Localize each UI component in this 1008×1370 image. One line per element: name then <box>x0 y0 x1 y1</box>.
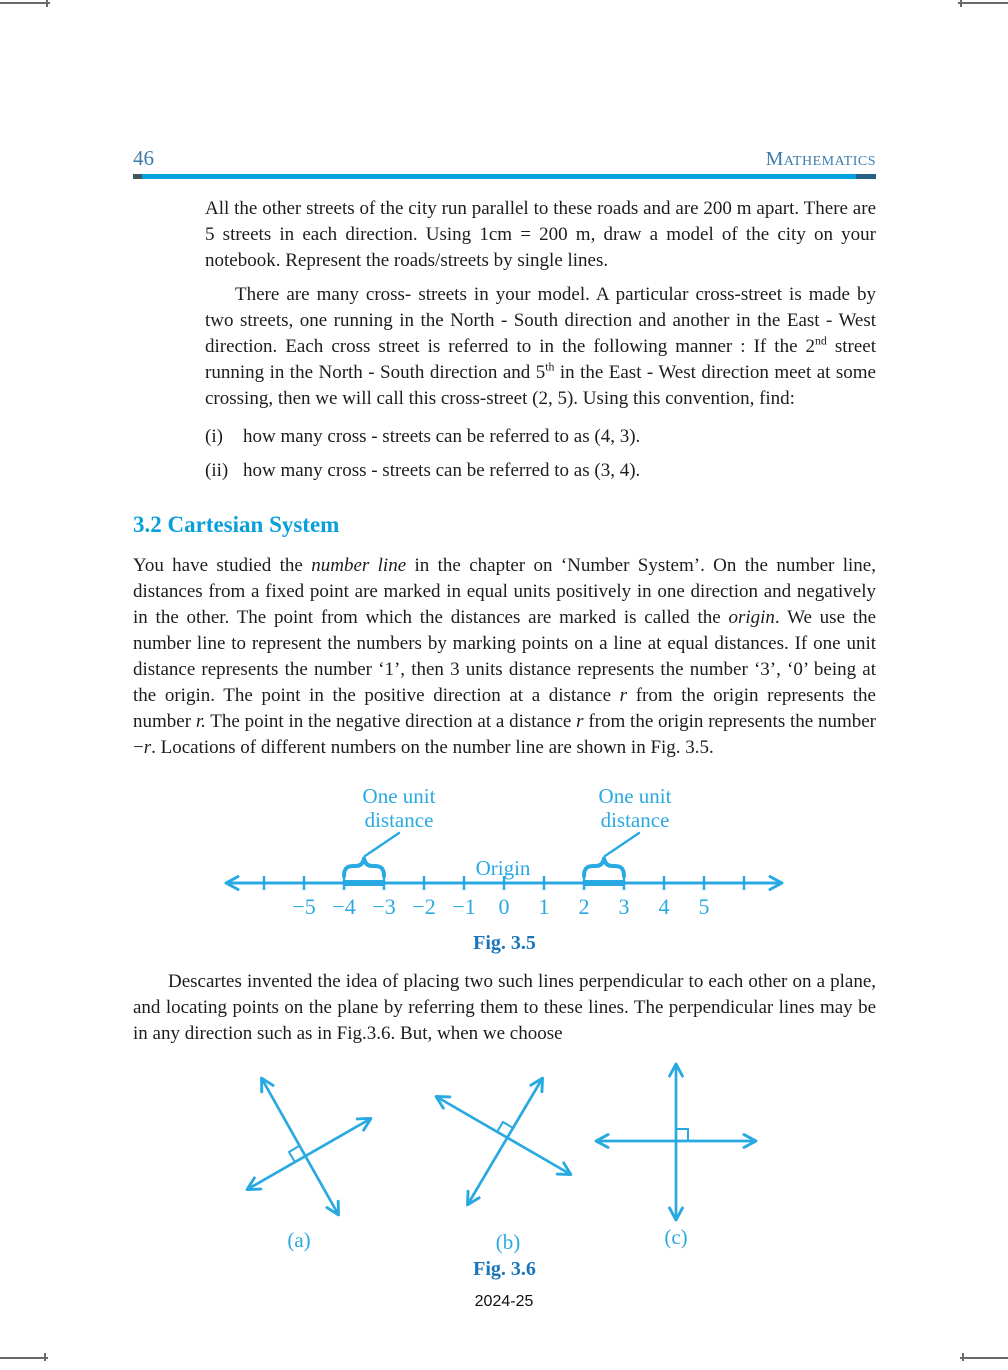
svg-text:(a): (a) <box>286 1228 311 1252</box>
footer-year: 2024-25 <box>474 1293 534 1310</box>
unit-distance-label-right-line1: One unit <box>598 784 671 808</box>
subfigure-labels <box>287 1225 687 1254</box>
figure-3-6 <box>133 1057 876 1281</box>
crop-mark-top-left-tick <box>46 0 48 7</box>
list-item <box>205 458 876 484</box>
crop-mark-bottom-right-tick <box>962 1353 964 1361</box>
svg-text:−1: −1 <box>451 894 476 919</box>
figure-3-5 <box>133 783 876 955</box>
unit-distance-label-right-line2: distance <box>600 808 669 832</box>
list-marker: (i) <box>205 426 223 447</box>
svg-text:−3: −3 <box>371 894 396 919</box>
paragraph-cross-streets: There are many cross- streets in your model. A particular cross-street is made by two streets, one running in the North - South direction and another in the East - West direction. Each cross street is referred to in the following manner : If the 2nd street running in the North - South direction and 5th in the East - West direction meet at some crossing, then we will call this cross-street (2, 5). Using this convention, find: <box>205 284 876 409</box>
header-rule-right-cap <box>856 174 876 179</box>
svg-text:0: 0 <box>498 894 509 919</box>
crop-mark-bottom-left-tick <box>44 1353 46 1361</box>
crop-mark-bottom-right <box>960 1357 1008 1359</box>
svg-text:(b): (b) <box>495 1230 520 1254</box>
unit-distance-label-left-line1: One unit <box>362 784 435 808</box>
cross-b <box>437 1079 570 1204</box>
pointer-line-left <box>365 833 399 856</box>
page-number: 46 <box>133 146 154 170</box>
crop-mark-top-right-tick <box>960 0 962 7</box>
question-list <box>205 424 876 484</box>
unit-distance-label-left-line2: distance <box>364 808 433 832</box>
paragraph-descartes: Descartes invented the idea of placing two such lines perpendicular to each other on a plane, and locating points on the plane by referring them to these lines. The perpendicular lines may be in any direction such as in Fig.3.6. But, when we choose <box>133 971 876 1044</box>
right-angle-marker-c <box>676 1129 688 1141</box>
list-item-text: how many cross - streets can be referred to as (3, 4). <box>243 460 641 481</box>
crop-mark-bottom-left <box>0 1357 48 1359</box>
svg-text:3: 3 <box>618 894 629 919</box>
svg-text:−4: −4 <box>331 894 356 919</box>
svg-text:−2: −2 <box>411 894 436 919</box>
paragraph-streets-model: All the other streets of the city run parallel to these roads and are 200 m apart. There are 5 streets in each direction. Using 1cm = 200 m, draw a model of the city on your notebook. Represent the roads/streets by single lines. <box>205 198 876 271</box>
cross-a <box>248 1079 370 1214</box>
figure-3-6-caption: Fig. 3.6 <box>473 1258 536 1280</box>
list-item-text: how many cross - streets can be referred to as (4, 3). <box>243 426 641 447</box>
header-rule <box>133 174 876 179</box>
perpendicular-lines-diagram <box>215 1057 795 1257</box>
header-rule-left-cap <box>133 174 142 179</box>
svg-text:(c): (c) <box>663 1225 688 1249</box>
figure-3-5-caption: Fig. 3.5 <box>473 932 536 954</box>
cross-c <box>597 1065 755 1219</box>
pointer-line-right <box>605 833 639 856</box>
crop-mark-top-left <box>0 2 50 4</box>
page-header <box>133 146 876 171</box>
number-line-diagram <box>215 783 795 931</box>
svg-text:−5: −5 <box>291 894 316 919</box>
paragraph-number-line: You have studied the number line in the chapter on ‘Number System’. On the number line, distances from a fixed point are marked in equal units positively in one direction and negatively in the other. The point from which the distances are marked is called the origin. We use the number line to represent the numbers by marking points on a line at equal distances. If one unit distance represents the number ‘1’, then 3 units distance represents the number ‘3’, ‘0’ being at the origin. The point in the positive direction at a distance r from the origin represents the number r. The point in the negative direction at a distance r from the origin represents the number −r. Locations of different numbers on the number line are shown in Fig. 3.5. <box>133 555 877 758</box>
list-marker: (ii) <box>205 460 229 481</box>
tick-labels <box>292 894 709 919</box>
svg-text:2: 2 <box>578 894 589 919</box>
unit-brace-left <box>344 859 384 877</box>
svg-text:4: 4 <box>658 894 669 919</box>
unit-brace-right <box>584 859 624 877</box>
running-title: Mathematics <box>765 148 876 170</box>
origin-label: Origin <box>475 856 530 880</box>
svg-text:1: 1 <box>538 894 549 919</box>
svg-text:5: 5 <box>698 894 709 919</box>
list-item <box>205 424 876 450</box>
crop-mark-top-right <box>958 2 1008 4</box>
section-heading: 3.2 Cartesian System <box>133 512 340 537</box>
